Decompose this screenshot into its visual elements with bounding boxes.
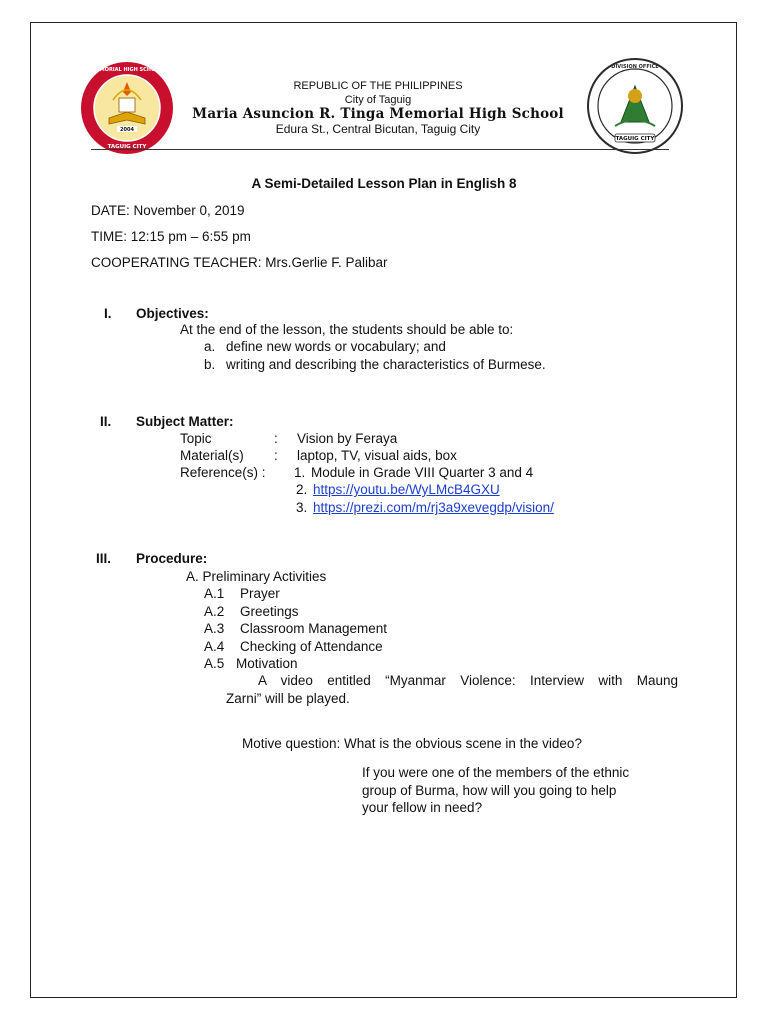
topic-value: Vision by Feraya	[297, 431, 398, 446]
question-line: group of Burma, how will you going to help	[362, 783, 617, 798]
step-label: Greetings	[240, 604, 299, 619]
material-separator: :	[274, 448, 278, 463]
subject-heading: Subject Matter:	[136, 414, 234, 429]
step-label: Prayer	[240, 586, 280, 601]
step-code: A.5	[204, 656, 225, 671]
reference-link-youtube[interactable]: https://youtu.be/WyLMcB4GXU	[313, 482, 500, 497]
step-code: A.2	[204, 604, 225, 619]
step-label: Classroom Management	[240, 621, 388, 636]
question-line: If you were one of the members of the ethnic	[362, 765, 630, 780]
objective-item: define new words or vocabulary; and	[226, 339, 446, 354]
procedure-heading: Procedure:	[136, 551, 208, 566]
reference-label: Reference(s) :	[180, 465, 266, 480]
reference-link-prezi[interactable]: https://prezi.com/m/rj3a9xevegdp/vision/	[313, 500, 554, 515]
topic-separator: :	[274, 431, 278, 446]
video-description-line1: A video entitled “Myanmar Violence: Interview with Maung	[258, 673, 678, 688]
header-divider	[91, 149, 669, 150]
city-label: City of Taguig	[344, 94, 412, 106]
reference-marker: 1.	[294, 465, 306, 480]
reference-marker: 3.	[296, 500, 308, 515]
topic-label: Topic	[180, 431, 212, 446]
objective-item-marker: b.	[204, 357, 216, 372]
date-line: DATE: November 0, 2019	[91, 203, 245, 218]
svg-text:TAGUIG CITY: TAGUIG CITY	[107, 144, 147, 150]
objectives-intro: At the end of the lesson, the students should be able to:	[180, 322, 514, 337]
step-label: Checking of Attendance	[240, 639, 383, 654]
school-seal-icon	[79, 60, 175, 156]
objective-item-marker: a.	[204, 339, 216, 354]
subject-number: II.	[100, 414, 112, 429]
procedure-number: III.	[96, 551, 112, 566]
step-code: A.4	[204, 639, 225, 654]
school-name: Maria Asuncion R. Tinga Memorial High School	[192, 106, 564, 122]
school-address: Edura St., Central Bicutan, Taguig City	[275, 122, 481, 136]
preliminary-activities: A. Preliminary Activities	[186, 569, 327, 584]
objectives-heading: Objectives:	[136, 306, 209, 321]
time-line: TIME: 12:15 pm – 6:55 pm	[91, 229, 251, 244]
reference-item: Module in Grade VIII Quarter 3 and 4	[311, 465, 534, 480]
step-code: A.1	[204, 586, 225, 601]
svg-text:TAGUIG CITY: TAGUIG CITY	[615, 136, 655, 142]
seal-year: 2004	[120, 127, 134, 133]
page-title: A Semi-Detailed Lesson Plan in English 8	[251, 176, 517, 191]
objectives-number: I.	[104, 306, 112, 321]
motive-question: Motive question: What is the obvious scene in the video?	[242, 736, 582, 751]
material-label: Material(s)	[180, 448, 244, 463]
material-value: laptop, TV, visual aids, box	[297, 448, 457, 463]
question-line: your fellow in need?	[362, 800, 483, 815]
teacher-line: COOPERATING TEACHER: Mrs.Gerlie F. Palibar	[91, 255, 388, 270]
step-code: A.3	[204, 621, 225, 636]
svg-text:DIVISION OFFICE: DIVISION OFFICE	[611, 64, 659, 70]
division-seal-icon	[585, 56, 685, 156]
svg-text:MEMORIAL HIGH SCHOOL: MEMORIAL HIGH SCHOOL	[91, 67, 163, 73]
reference-marker: 2.	[296, 482, 308, 497]
video-description-line2: Zarni” will be played.	[226, 691, 350, 706]
republic-label: REPUBLIC OF THE PHILIPPINES	[293, 80, 463, 92]
objective-item: writing and describing the characteristics of Burmese.	[226, 357, 546, 372]
step-label: Motivation	[236, 656, 298, 671]
